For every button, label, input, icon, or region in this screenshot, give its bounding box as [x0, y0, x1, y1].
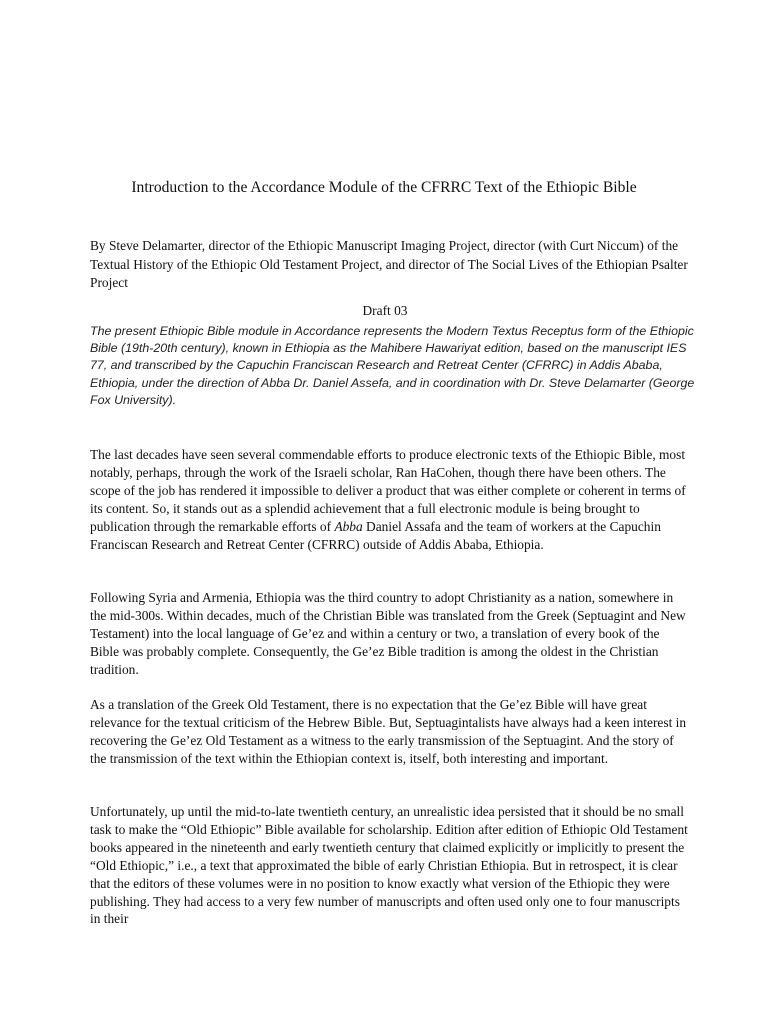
- body-paragraph-3: As a translation of the Greek Old Testament, there is no expectation that the Ge’ez Bible will have great relevance for the textual criticism of the Hebrew Bible. But, Septuagintalists have always had a keen interest in recovering the Ge’ez Old Testament as a witness to the early transmission of the Septuagint. And the story of the transmission of the text within the Ethiopian context is, itself, both interesting and important.: [90, 697, 687, 766]
- abstract-paragraph: The present Ethiopic Bible module in Accordance represents the Modern Textus Receptus form of the Ethiopic Bible (19th-20th century), known in Ethiopia as the Mahibere Hawariyat edition, based on the manuscript IES 77, and transcribed by the Capuchin Franciscan Research and Retreat Center (CFRRC) in Addis Ababa, Ethiopia, under the direction of Abba Dr. Daniel Assefa, and in coordination with Dr. Steve Delamarter (George Fox University).: [90, 324, 695, 407]
- paragraph-1-italic-abba: Abba: [334, 518, 363, 534]
- document-title: Introduction to the Accordance Module of the CFRRC Text of the Ethiopic Bible: [131, 179, 637, 196]
- paragraph-1-text-b: Daniel Assafa and the team of workers at the Capuchin Franciscan Research and Retreat Center (CFRRC) outside of Addis Ababa, Ethiopia.: [90, 518, 661, 552]
- author-byline: By Steve Delamarter, director of the Ethiopic Manuscript Imaging Project, director (with Curt Niccum) of the Textual History of the Ethiopic Old Testament Project, and director of The Social Lives of the Ethiopian Psalter Project: [90, 238, 688, 290]
- body-paragraph-2: Following Syria and Armenia, Ethiopia was the third country to adopt Christianity as a nation, somewhere in the mid-300s. Within decades, much of the Christian Bible was translated from the Greek (Septuagint and New Testament) into the local language of Ge’ez and within a century or two, a translation of every book of the Bible was probably complete. Consequently, the Ge’ez Bible tradition is among the oldest in the Christian tradition.: [90, 590, 686, 677]
- body-paragraph-4: Unfortunately, up until the mid-to-late twentieth century, an unrealistic idea persisted that it should be no small task to make the “Old Ethiopic” Bible available for scholarship. Edition after edition of Ethiopic Old Testament books appeared in the nineteenth and early twentieth century that claimed explicitly or implicitly to present the “Old Ethiopic,” i.e., a text that approximated the bible of early Christian Ethiopia. But in retrospect, it is clear that the editors of these volumes were in no position to know exactly what version of the Ethiopic they were publishing. They had access to a very few number of manuscripts and often used only one to four manuscripts in their: [90, 804, 688, 927]
- body-paragraph-1: [90, 446, 690, 553]
- draft-label: Draft 03: [362, 303, 408, 318]
- paragraph-1-text-a: The last decades have seen several commendable efforts to produce electronic texts of the Ethiopic Bible, most notably, perhaps, through the work of the Israeli scholar, Ran HaCohen, though there have been others. The scope of the job has rendered it impossible to deliver a product that was either complete or coherent in terms of its content. So, it stands out as a splendid achievement that a full electronic module is being brought to publication through the remarkable efforts of: [90, 447, 686, 534]
